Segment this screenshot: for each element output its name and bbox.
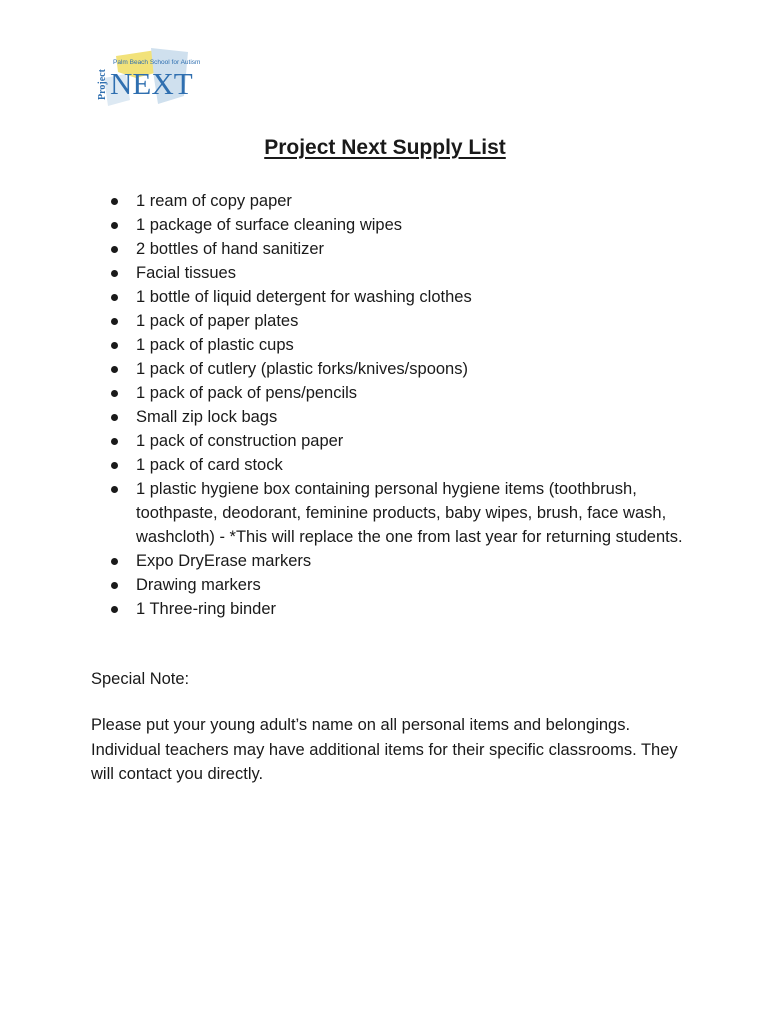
list-item-text: 2 bottles of hand sanitizer [136,240,325,258]
list-item [108,357,698,381]
list-item-text: 1 pack of construction paper [136,432,344,450]
bullet-icon [111,462,118,469]
list-item-text: 1 pack of pack of pens/pencils [136,384,358,402]
supply-list [108,189,698,621]
list-item-text: Small zip lock bags [136,408,278,426]
list-item-text: 1 bottle of liquid detergent for washing clothes [136,288,472,306]
list-item [108,597,698,621]
list-item-text: 1 ream of copy paper [136,192,292,210]
list-item [108,405,698,429]
list-item [108,237,698,261]
bullet-icon [111,246,118,253]
page-title: Project Next Supply List [264,136,506,159]
list-item [108,477,698,549]
bullet-icon [111,222,118,229]
list-item-text: Facial tissues [136,264,236,282]
list-item-text: 1 pack of paper plates [136,312,299,330]
bullet-icon [111,390,118,397]
list-item [108,429,698,453]
list-item-text: 1 pack of plastic cups [136,336,294,354]
bullet-icon [111,486,118,493]
logo-tagline: Palm Beach School for Autism [113,59,201,66]
list-item-text: 1 pack of cutlery (plastic forks/knives/spoons) [136,360,468,378]
list-item [108,213,698,237]
bullet-icon [111,342,118,349]
bullet-icon [111,414,118,421]
special-note-body: Please put your young adult’s name on all personal items and belongings. Individual teachers may have additional items for their specific classrooms. They will contact you directly. [91,716,678,783]
bullet-icon [111,558,118,565]
list-item-text: 1 pack of card stock [136,456,283,474]
list-item [108,189,698,213]
list-item [108,453,698,477]
logo-vertical-text: Project [97,69,108,100]
list-item [108,549,698,573]
bullet-icon [111,366,118,373]
bullet-icon [111,270,118,277]
list-item-text: Drawing markers [136,576,261,594]
list-item [108,261,698,285]
list-item-text: 1 Three-ring binder [136,600,277,618]
bullet-icon [111,438,118,445]
list-item-text: Expo DryErase markers [136,552,312,570]
list-item [108,573,698,597]
bullet-icon [111,294,118,301]
project-next-logo [96,48,211,108]
bullet-icon [111,582,118,589]
logo-word: NEXT [110,66,193,101]
list-item-text: 1 package of surface cleaning wipes [136,216,402,234]
bullet-icon [111,198,118,205]
bullet-icon [111,606,118,613]
list-item [108,285,698,309]
special-note-heading: Special Note: [91,670,190,688]
bullet-icon [111,318,118,325]
list-item [108,309,698,333]
list-item [108,333,698,357]
list-item [108,381,698,405]
list-item-text: 1 plastic hygiene box containing personal hygiene items (toothbrush, toothpaste, deodorant, feminine products, baby wipes, brush, face wash, washcloth) - *This will replace the one from last year for returning students. [136,480,683,546]
